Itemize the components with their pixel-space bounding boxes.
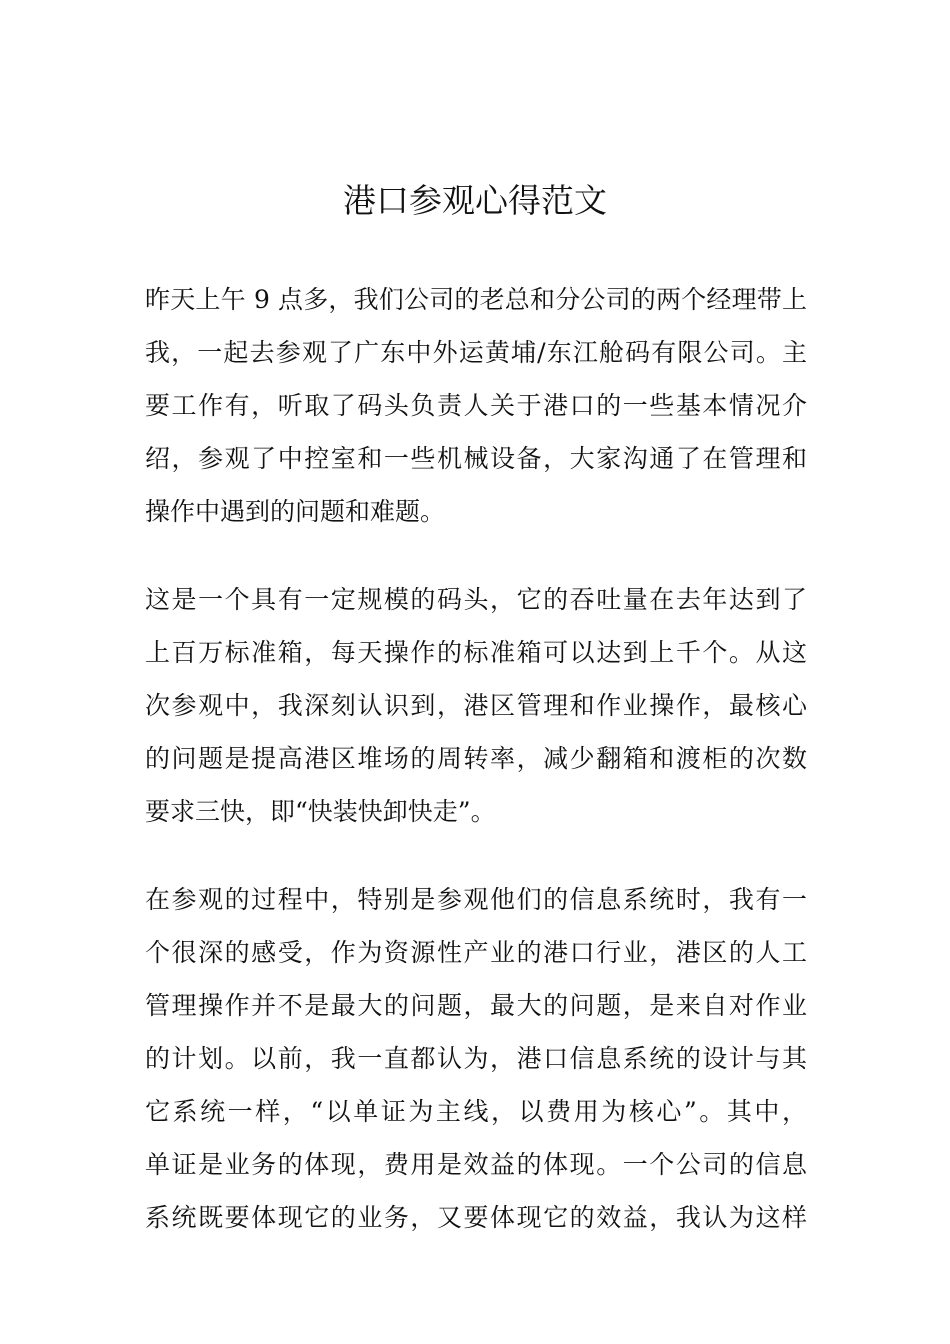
paragraph-line: 要求三快，即“快装快卸快走”。	[145, 797, 496, 826]
paragraph-2	[145, 573, 807, 838]
paragraph-line: 要工作有，听取了码头负责人关于港口的一些基本情况介	[145, 391, 807, 420]
paragraph-line: 个很深的感受，作为资源性产业的港口行业，港区的人工	[145, 938, 807, 967]
paragraph-line: 这是一个具有一定规模的码头，它的吞吐量在去年达到了	[145, 585, 807, 614]
paragraph-3	[145, 873, 807, 1244]
paragraph-line: 系统既要体现它的业务，又要体现它的效益，我认为这样	[145, 1203, 807, 1232]
paragraph-line: 绍，参观了中控室和一些机械设备，大家沟通了在管理和	[145, 444, 807, 473]
paragraph-line: 上百万标准箱，每天操作的标准箱可以达到上千个。从这	[145, 638, 807, 667]
paragraph-line: 操作中遇到的问题和难题。	[145, 497, 446, 526]
paragraph-line: 的计划。以前，我一直都认为，港口信息系统的设计与其	[145, 1044, 807, 1073]
paragraph-line: 昨天上午 9 点多，我们公司的老总和分公司的两个经理带上	[145, 285, 807, 314]
paragraph-line: 在参观的过程中，特别是参观他们的信息系统时，我有一	[145, 885, 807, 914]
paragraph-1	[145, 273, 807, 538]
paragraph-line: 管理操作并不是最大的问题，最大的问题，是来自对作业	[145, 991, 807, 1020]
document-title: 港口参观心得范文	[343, 181, 607, 220]
paragraph-line: 次参观中，我深刻认识到，港区管理和作业操作，最核心	[145, 691, 807, 720]
paragraph-line: 单证是业务的体现，费用是效益的体现。一个公司的信息	[145, 1150, 807, 1179]
paragraph-line: 我，一起去参观了广东中外运黄埔/东江舱码有限公司。主	[145, 338, 807, 367]
paragraph-line: 它系统一样，“以单证为主线，以费用为核心”。其中，	[145, 1097, 807, 1126]
paragraph-line: 的问题是提高港区堆场的周转率，减少翻箱和渡柜的次数	[145, 744, 807, 773]
